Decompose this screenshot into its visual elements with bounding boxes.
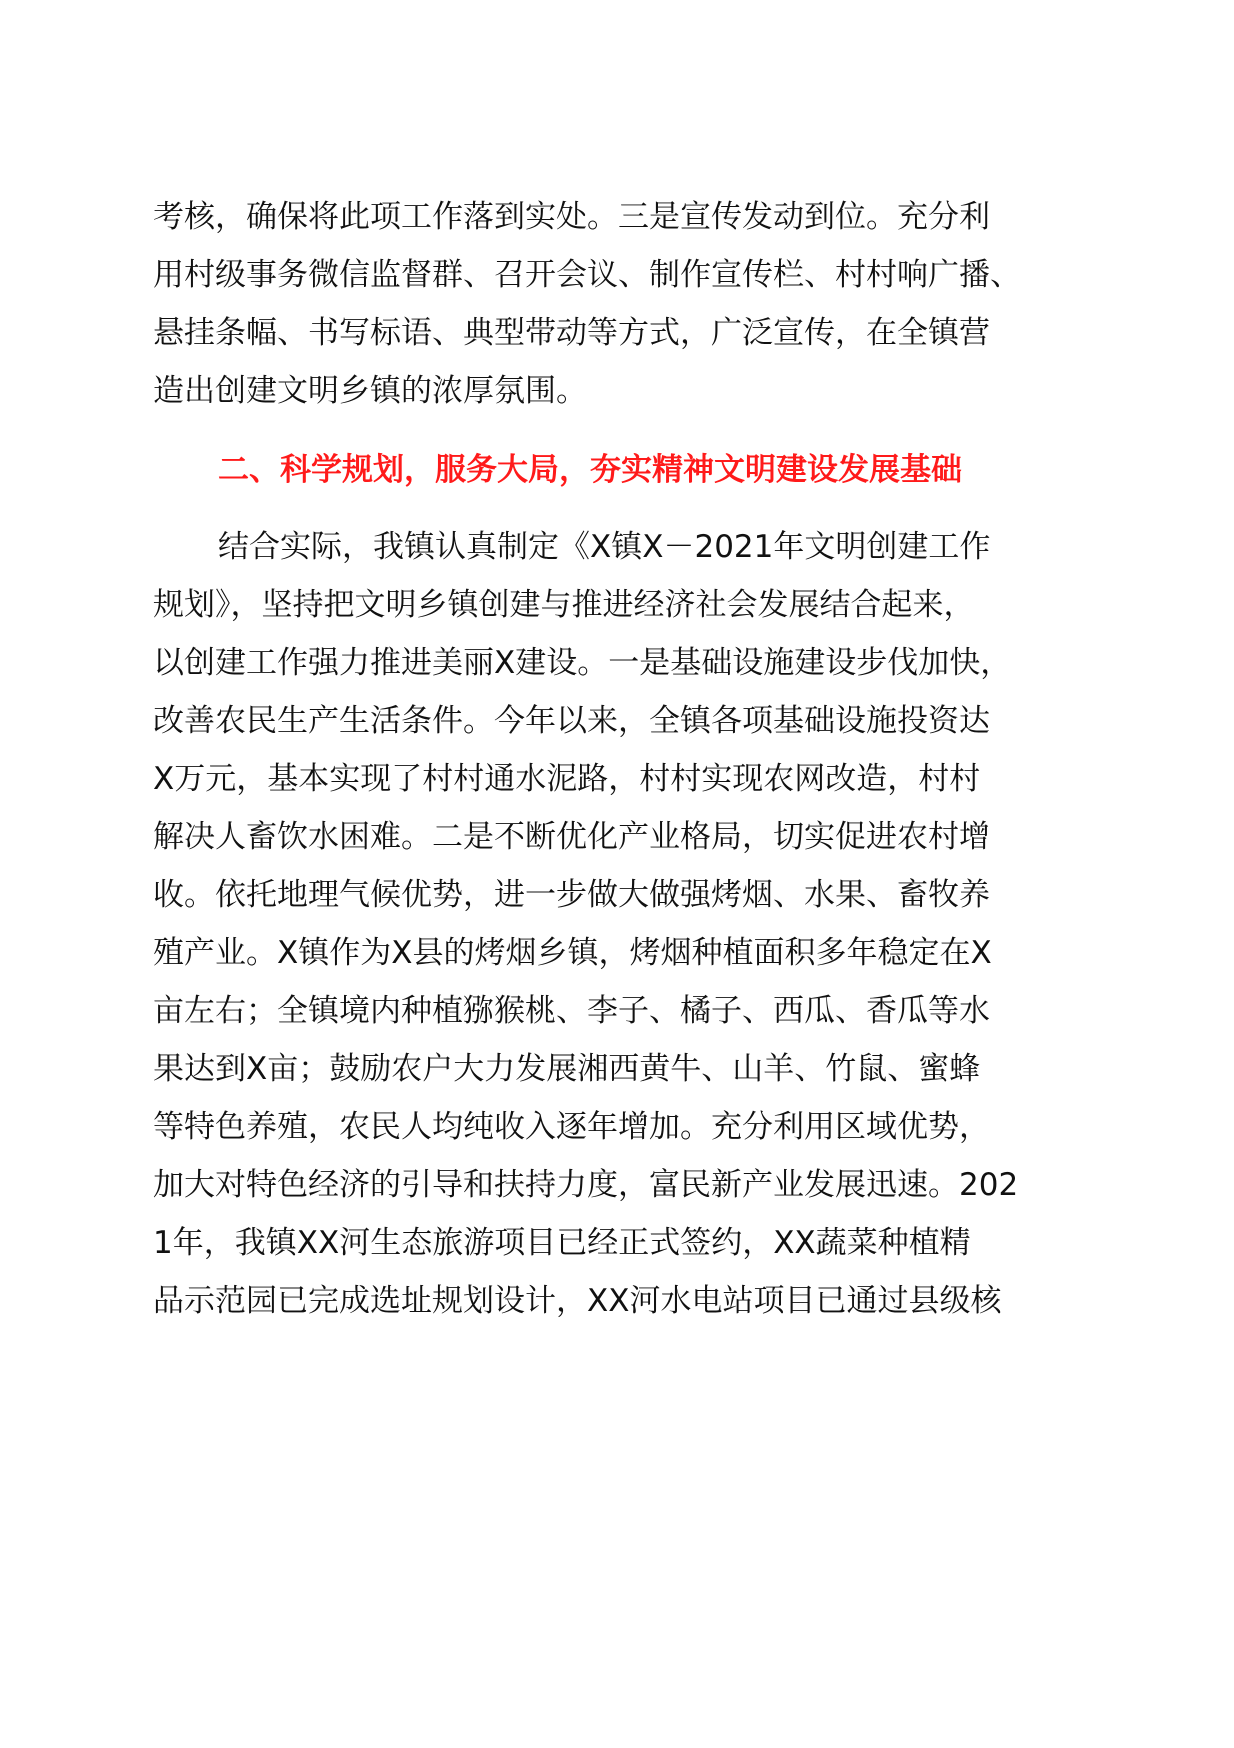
body-line-3: 以创建工作强力推进美丽X建设。一是基础设施建设步伐加快， xyxy=(153,645,1012,681)
body-line-1: 结合实际，我镇认真制定《X镇X－2021年文明创建工作 xyxy=(218,529,991,565)
body-line-8: 殖产业。X镇作为X县的烤烟乡镇，烤烟种植面积多年稳定在X xyxy=(153,935,992,971)
body-line-9: 亩左右；全镇境内种植猕猴桃、李子、橘子、西瓜、香瓜等水 xyxy=(153,993,990,1029)
body-line-12: 加大对特色经济的引导和扶持力度，富民新产业发展迅速。202 xyxy=(153,1167,1019,1203)
intro-line-4: 造出创建文明乡镇的浓厚氛围。 xyxy=(153,373,587,409)
intro-line-1: 考核，确保将此项工作落到实处。三是宣传发动到位。充分利 xyxy=(153,199,990,235)
body-line-4: 改善农民生产生活条件。今年以来，全镇各项基础设施投资达 xyxy=(153,703,990,739)
body-line-6: 解决人畜饮水困难。二是不断优化产业格局，切实促进农村增 xyxy=(153,819,990,855)
body-line-2: 规划》，坚持把文明乡镇创建与推进经济社会发展结合起来， xyxy=(153,587,975,623)
body-line-11: 等特色养殖，农民人均纯收入逐年增加。充分利用区域优势， xyxy=(153,1109,990,1145)
body-line-14: 品示范园已完成选址规划设计，XX河水电站项目已通过县级核 xyxy=(153,1283,1002,1319)
body-line-10: 果达到X亩；鼓励农户大力发展湘西黄牛、山羊、竹鼠、蜜蜂 xyxy=(153,1051,981,1087)
section-heading: 二、科学规划，服务大局，夯实精神文明建设发展基础 xyxy=(218,452,962,488)
intro-line-2: 用村级事务微信监督群、召开会议、制作宣传栏、村村响广播、 xyxy=(153,257,1021,293)
body-line-7: 收。依托地理气候优势，进一步做大做强烤烟、水果、畜牧养 xyxy=(153,877,990,913)
body-line-5: X万元，基本实现了村村通水泥路，村村实现农网改造，村村 xyxy=(153,761,981,797)
intro-line-3: 悬挂条幅、书写标语、典型带动等方式，广泛宣传，在全镇营 xyxy=(153,315,990,351)
body-line-13: 1年，我镇XX河生态旅游项目已经正式签约，XX蔬菜种植精 xyxy=(153,1225,971,1261)
